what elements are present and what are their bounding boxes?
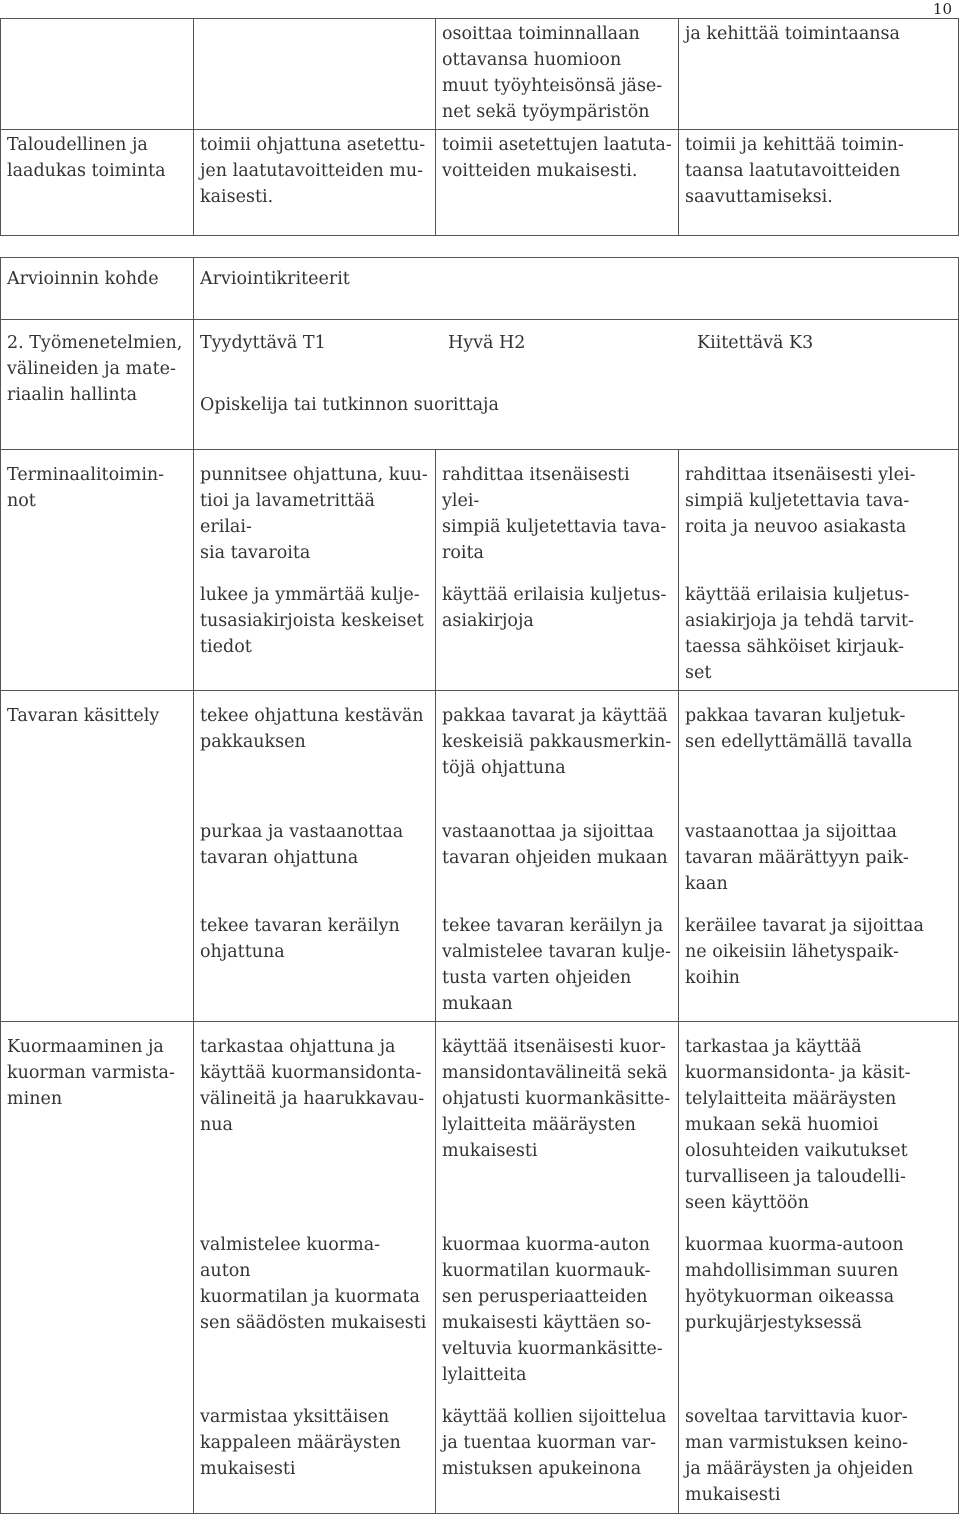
criteria-k3-line: man varmistuksen keino- [685, 1432, 909, 1453]
criteria-h2 [436, 570, 679, 691]
criteria-h2-line: mistuksen apukeinona [442, 1458, 642, 1479]
row-h2-laadukas [436, 130, 679, 236]
criteria-h2-line: valmistelee tavaran kulje- [442, 941, 671, 962]
criteria-body [1, 450, 959, 1514]
criteria-t1-line: välineitä ja haarukkavau- [200, 1088, 425, 1109]
criteria-t1 [194, 901, 436, 1022]
level-header-cell [194, 320, 959, 450]
criteria-kohde-line: kuorman varmista- [7, 1062, 175, 1083]
subject-label: Opiskelija tai tutkinnon suorittaja [200, 395, 499, 415]
criteria-t1-line: tarkastaa ohjattuna ja [200, 1036, 396, 1057]
cont-t1-cell [194, 19, 436, 130]
criteria-kohde-line: Kuormaaminen ja [7, 1036, 164, 1057]
row-k3-laadukas-line: saavuttamiseksi. [685, 187, 833, 207]
criteria-k3-line: tavaran määrättyyn paik- [685, 847, 909, 868]
criteria-t1 [194, 1392, 436, 1514]
criteria-h2-line: ohjatusti kuormankäsitte- [442, 1088, 671, 1109]
criteria-k3-line: turvalliseen ja taloudelli- [685, 1166, 906, 1187]
level-k3: Kiitettävä K3 [697, 333, 814, 353]
criteria-k3-line: kuormaa kuorma-autoon [685, 1234, 904, 1255]
criteria-k3-line: simpiä kuljetettavia tava- [685, 491, 910, 511]
section-title-line: riaalin hallinta [7, 385, 138, 405]
criteria-t1-line: mukaisesti [200, 1458, 296, 1479]
criteria-h2-line: mukaisesti käyttäen so- [442, 1312, 652, 1333]
cont-h2-cell-line: net sekä työympäristön [442, 102, 650, 122]
criteria-t1-line: sen säädösten mukaisesti [200, 1312, 427, 1333]
criteria-kohde-line: Tavaran käsittely [7, 706, 160, 726]
criteria-t1-line: tioi ja lavametrittää erilai- [200, 491, 375, 537]
row-t1-laadukas [194, 130, 436, 236]
criteria-h2-line: mukaisesti [442, 1140, 538, 1161]
criteria-k3 [679, 570, 959, 691]
row-k3-laadukas [679, 130, 959, 236]
criteria-t1 [194, 450, 436, 571]
criteria-k3-line: telylaitteita määräysten [685, 1088, 897, 1109]
section-title-line: 2. Työmenetelmien, [7, 333, 183, 353]
criteria-kohde [1, 1021, 194, 1514]
criteria-h2-line: töjä ohjattuna [442, 758, 566, 778]
criteria-t1-line: nua [200, 1114, 233, 1135]
page-number: 10 [932, 0, 952, 18]
level-t1: Tyydyttävä T1 [200, 333, 326, 353]
cont-h2-cell-line: osoittaa toiminnallaan [442, 24, 640, 44]
criteria-h2 [436, 450, 679, 571]
criteria-k3-line: käyttää erilaisia kuljetus- [685, 585, 910, 605]
level-h2: Hyvä H2 [448, 333, 526, 353]
criteria-k3-line: ja määräysten ja ohjeiden [685, 1458, 914, 1479]
criteria-k3-line: soveltaa tarvittavia kuor- [685, 1406, 908, 1427]
criteria-k3 [679, 807, 959, 901]
criteria-k3-line: mahdollisimman suuren [685, 1260, 899, 1281]
criteria-k3-line: pakkaa tavaran kuljetuk- [685, 706, 906, 726]
criteria-k3-line: roita ja neuvoo asiakasta [685, 517, 907, 537]
criteria-h2 [436, 1021, 679, 1220]
criteria-k3-line: ne oikeisiin lähetyspaik- [685, 941, 899, 962]
criteria-k3 [679, 901, 959, 1022]
criteria-k3 [679, 1021, 959, 1220]
criteria-h2-line: mansidontavälineitä sekä [442, 1062, 668, 1083]
criteria-t1-line: tekee tavaran keräilyn [200, 915, 400, 936]
criteria-row [1, 1021, 959, 1220]
criteria-k3-line: tarkastaa ja käyttää [685, 1036, 862, 1057]
criteria-h2-line: veltuvia kuormankäsitte- [442, 1338, 663, 1359]
criteria-h2-line: käyttää kollien sijoittelua [442, 1406, 667, 1427]
criteria-t1-line: tekee ohjattuna kestävän [200, 706, 424, 726]
criteria-k3-line: set [685, 663, 712, 683]
criteria-h2-line: tekee tavaran keräilyn ja [442, 915, 664, 936]
criteria-kohde-line: minen [7, 1088, 63, 1109]
criteria-t1-line: tiedot [200, 637, 252, 657]
criteria-t1-line: tusasiakirjoista keskeiset [200, 611, 424, 631]
criteria-k3-line: vastaanottaa ja sijoittaa [685, 821, 897, 842]
criteria-k3 [679, 1220, 959, 1392]
row-kohde-laadukas-line: Taloudellinen ja [7, 135, 148, 155]
criteria-h2 [436, 691, 679, 807]
criteria-k3 [679, 691, 959, 807]
criteria-h2-line: lylaitteita määräysten [442, 1114, 636, 1135]
criteria-h2-line: asiakirjoja [442, 611, 534, 631]
criteria-k3-line: purkujärjestyksessä [685, 1312, 862, 1333]
criteria-h2-line: tusta varten ohjeiden [442, 967, 632, 988]
section-title-line: välineiden ja mate- [7, 359, 176, 379]
criteria-t1-line: pakkauksen [200, 732, 306, 752]
criteria-t1-line: sia tavaroita [200, 543, 311, 563]
criteria-h2-line: roita [442, 543, 484, 563]
criteria-t1-line: tavaran ohjattuna [200, 847, 359, 868]
criteria-h2 [436, 807, 679, 901]
criteria-k3 [679, 450, 959, 571]
row-kohde-laadukas [1, 130, 194, 236]
criteria-t1-line: kappaleen määräysten [200, 1432, 401, 1453]
criteria-kohde [1, 691, 194, 1022]
row-k3-laadukas-line: toimii ja kehittää toimin- [685, 135, 904, 155]
criteria-h2-line: rahdittaa itsenäisesti ylei- [442, 465, 630, 511]
criteria-h2-line: simpiä kuljetettavia tava- [442, 517, 667, 537]
arviointikriteerit-label: Arviointikriteerit [194, 258, 959, 320]
row-kohde-laadukas-line: laadukas toiminta [7, 161, 166, 181]
criteria-h2-line: keskeisiä pakkausmerkin- [442, 732, 672, 752]
criteria-h2-line: pakkaa tavarat ja käyttää [442, 706, 668, 726]
criteria-h2-line: tavaran ohjeiden mukaan [442, 847, 668, 868]
criteria-t1 [194, 1021, 436, 1220]
criteria-h2-line: kuormatilan kuormauk- [442, 1260, 651, 1281]
criteria-t1-line: kuormatilan ja kuormata [200, 1286, 420, 1307]
criteria-k3-line: seen käyttöön [685, 1192, 809, 1213]
criteria-k3 [679, 1392, 959, 1514]
criteria-h2-line: käyttää itsenäisesti kuor- [442, 1036, 666, 1057]
criteria-t1-line: punnitsee ohjattuna, kuu- [200, 465, 428, 485]
row-t1-laadukas-line: jen laatutavoitteiden mu- [200, 161, 424, 181]
criteria-t1-line: lukee ja ymmärtää kulje- [200, 585, 420, 605]
criteria-k3-line: taessa sähköiset kirjauk- [685, 637, 905, 657]
criteria-h2-line: sen perusperiaatteiden [442, 1286, 648, 1307]
section-title [1, 320, 194, 450]
row-h2-laadukas-line: toimii asetettujen laatuta- [442, 135, 672, 155]
criteria-t1 [194, 570, 436, 691]
table-gap [1, 236, 959, 258]
criteria-k3-line: olosuhteiden vaikutukset [685, 1140, 908, 1161]
criteria-h2 [436, 1220, 679, 1392]
row-h2-laadukas-line: voitteiden mukaisesti. [442, 161, 638, 181]
criteria-h2 [436, 1392, 679, 1514]
criteria-t1-line: valmistelee kuorma-auton [200, 1234, 381, 1281]
criteria-kohde-line: not [7, 491, 36, 511]
criteria-k3-line: sen edellyttämällä tavalla [685, 732, 913, 752]
criteria-k3-line: hyötykuorman oikeassa [685, 1286, 895, 1307]
row-k3-laadukas-line: taansa laatutavoitteiden [685, 161, 901, 181]
criteria-table [0, 18, 959, 1514]
row-t1-laadukas-line: kaisesti. [200, 187, 274, 207]
criteria-h2-line: mukaan [442, 993, 513, 1014]
criteria-t1 [194, 691, 436, 807]
criteria-k3-line: mukaan sekä huomioi [685, 1114, 879, 1135]
cont-kohde-cell [1, 19, 194, 130]
criteria-kohde-line: Terminaalitoimin- [7, 465, 165, 485]
criteria-t1 [194, 1220, 436, 1392]
criteria-h2-line: käyttää erilaisia kuljetus- [442, 585, 667, 605]
criteria-h2-line: kuormaa kuorma-auton [442, 1234, 651, 1255]
criteria-kohde [1, 450, 194, 691]
criteria-k3-line: asiakirjoja ja tehdä tarvit- [685, 611, 914, 631]
cont-h2-cell-line: ottavansa huomioon [442, 50, 622, 70]
criteria-t1-line: varmistaa yksittäisen [200, 1406, 390, 1427]
criteria-t1 [194, 807, 436, 901]
criteria-t1-line: purkaa ja vastaanottaa [200, 821, 404, 842]
criteria-k3-line: keräilee tavarat ja sijoittaa [685, 915, 924, 936]
criteria-k3-line: mukaisesti [685, 1484, 781, 1505]
criteria-k3-line: kuormansidonta- ja käsit- [685, 1062, 911, 1083]
cont-h2-cell-line: muut työyhteisönsä jäse- [442, 76, 663, 96]
cont-k3-cell [679, 19, 959, 130]
criteria-t1-line: käyttää kuormansidonta- [200, 1062, 422, 1083]
criteria-h2 [436, 901, 679, 1022]
cont-k3-cell-line: ja kehittää toimintaansa [685, 24, 900, 44]
cont-h2-cell [436, 19, 679, 130]
criteria-k3-line: rahdittaa itsenäisesti ylei- [685, 465, 916, 485]
criteria-row [1, 450, 959, 571]
arvioinnin-kohde-label: Arvioinnin kohde [1, 258, 194, 320]
criteria-k3-line: koihin [685, 967, 740, 988]
criteria-k3-line: kaan [685, 873, 728, 894]
criteria-h2-line: lylaitteita [442, 1364, 527, 1385]
criteria-h2-line: ja tuentaa kuorman var- [442, 1432, 657, 1453]
row-t1-laadukas-line: toimii ohjattuna asetettu- [200, 135, 426, 155]
criteria-row [1, 691, 959, 807]
criteria-t1-line: ohjattuna [200, 941, 285, 962]
criteria-h2-line: vastaanottaa ja sijoittaa [442, 821, 654, 842]
